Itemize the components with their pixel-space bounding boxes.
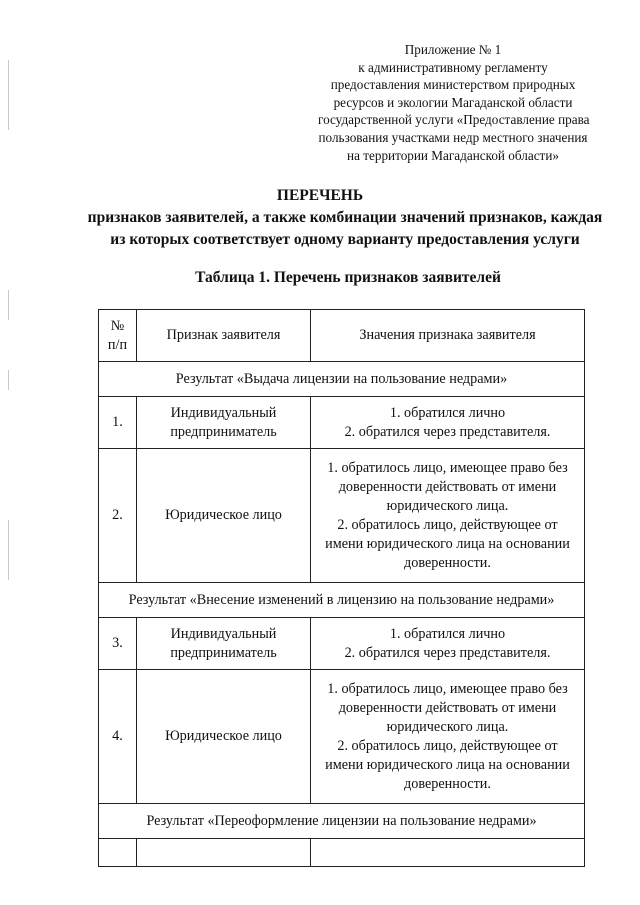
row-values (311, 839, 585, 867)
value-line: 1. обратился лично (389, 625, 506, 642)
annex-line: к административному регламенту (358, 59, 548, 75)
document-title: ПЕРЕЧЕНЬ (276, 187, 364, 204)
table-row (99, 618, 585, 670)
value-line: 1. обратилось лицо, имеющее право без (327, 459, 568, 476)
sign-line: Индивидуальный (170, 404, 277, 421)
annex-line: предоставления министерством природных (330, 77, 576, 93)
scan-edge-mark (8, 520, 9, 580)
table-header-row (99, 310, 585, 362)
value-line: 2. обратился через представителя. (344, 423, 551, 440)
header-num (99, 310, 137, 362)
document-subtitle (40, 207, 640, 251)
annex-line: государственной услуги «Предоставление права (318, 112, 590, 128)
subtitle-line: признаков заявителей, а также комбинации значений признаков, каждая (87, 209, 603, 226)
row-values (311, 449, 585, 583)
result-row (99, 362, 585, 397)
annex-line: на территории Магаданской области» (347, 147, 559, 163)
row-sign (137, 397, 311, 449)
value-line: 2. обратился через представителя. (344, 644, 551, 661)
row-sign: Юридическое лицо (137, 449, 311, 583)
row-sign (137, 618, 311, 670)
value-line: 1. обратился лично (389, 404, 506, 421)
value-line: доверенности действовать от имени (338, 699, 557, 716)
scan-edge-mark (8, 290, 9, 320)
annex-line: Приложение № 1 (404, 42, 502, 57)
annex-line: пользования участками недр местного значения (318, 129, 588, 145)
row-num: 4. (99, 670, 137, 804)
table-row (99, 449, 585, 583)
annex-line: ресурсов и экологии Магаданской области (333, 94, 573, 110)
row-values (311, 397, 585, 449)
annex-header (318, 41, 588, 164)
header-num-line: п/п (107, 336, 128, 353)
result-row (99, 804, 585, 839)
sign-line: предприниматель (170, 423, 277, 440)
subtitle-line: из которых соответствует одному варианту предоставления услуги (110, 231, 580, 248)
value-line: юридического лица. (386, 497, 509, 514)
table-row (99, 670, 585, 804)
value-line: имени юридического лица на основании (325, 756, 570, 773)
row-num (99, 839, 137, 867)
value-line: доверенности. (404, 775, 491, 792)
applicant-signs-table (98, 309, 585, 867)
scan-edge-mark (8, 370, 9, 390)
table-row (99, 839, 585, 867)
result-row (99, 583, 585, 618)
header-num-line: № (110, 317, 125, 334)
row-sign (137, 839, 311, 867)
row-sign: Юридическое лицо (137, 670, 311, 804)
row-values (311, 670, 585, 804)
row-values (311, 618, 585, 670)
value-line: имени юридического лица на основании (325, 535, 570, 552)
header-values: Значения признака заявителя (311, 310, 585, 362)
value-line: 2. обратилось лицо, действующее от (337, 516, 558, 533)
value-line: доверенности действовать от имени (338, 478, 557, 495)
table-caption: Таблица 1. Перечень признаков заявителей (195, 269, 501, 286)
result-cell: Результат «Выдача лицензии на пользование недрами» (99, 362, 585, 397)
value-line: 1. обратилось лицо, имеющее право без (327, 680, 568, 697)
scan-edge-mark (8, 60, 9, 130)
sign-line: предприниматель (170, 644, 277, 661)
header-sign: Признак заявителя (137, 310, 311, 362)
table-row (99, 397, 585, 449)
row-num: 3. (99, 618, 137, 670)
row-num: 2. (99, 449, 137, 583)
value-line: доверенности. (404, 554, 491, 571)
value-line: юридического лица. (386, 718, 509, 735)
sign-line: Индивидуальный (170, 625, 277, 642)
result-cell: Результат «Внесение изменений в лицензию на пользование недрами» (99, 583, 585, 618)
value-line: 2. обратилось лицо, действующее от (337, 737, 558, 754)
result-cell: Результат «Переоформление лицензии на пользование недрами» (99, 804, 585, 839)
row-num: 1. (99, 397, 137, 449)
